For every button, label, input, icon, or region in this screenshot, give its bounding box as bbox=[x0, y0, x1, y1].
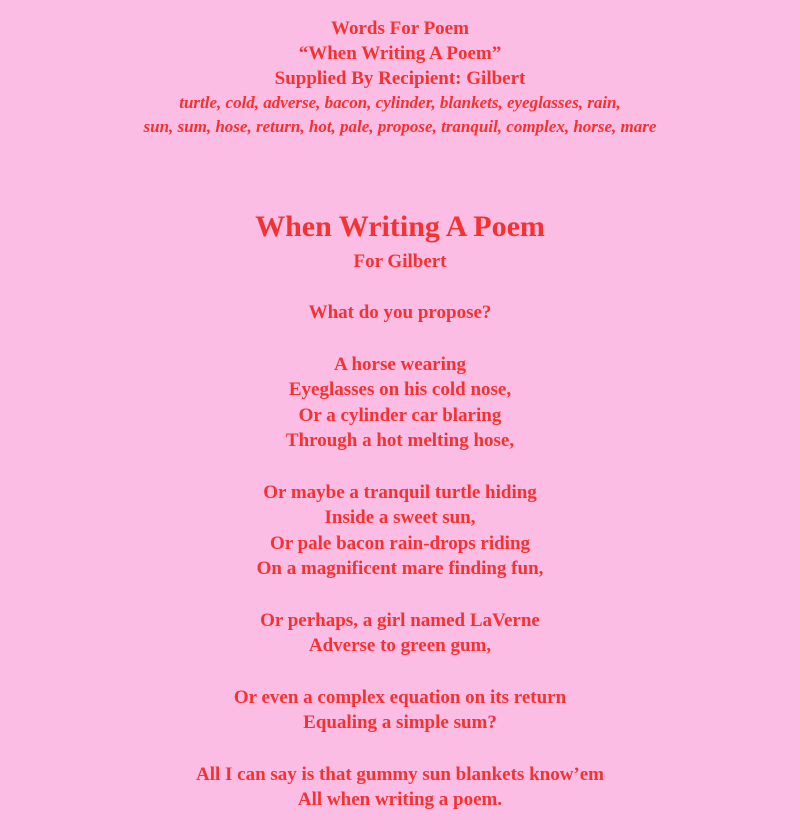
poem-line: Or perhaps, a girl named LaVerne bbox=[260, 609, 540, 631]
poem-line: Equaling a simple sum? bbox=[303, 712, 497, 733]
poem-stanza bbox=[0, 480, 800, 582]
poem-line: Eyeglasses on his cold nose, bbox=[288, 379, 512, 400]
header-subtitle: “When Writing A Poem” bbox=[298, 43, 502, 64]
poem-stanza bbox=[0, 300, 800, 326]
poem-line: On a magnificent mare finding fun, bbox=[256, 558, 544, 579]
poem-dedication: For Gilbert bbox=[353, 251, 447, 272]
words-header bbox=[0, 16, 800, 139]
word-list-line: turtle, cold, adverse, bacon, cylinder, blankets, eyeglasses, rain, bbox=[179, 93, 621, 112]
poem-line: Or pale bacon rain-drops riding bbox=[269, 532, 531, 554]
poem-line: Or even a complex equation on its return bbox=[233, 686, 567, 708]
poem-line: Or maybe a tranquil turtle hiding bbox=[263, 481, 537, 503]
poem-line: Or a cylinder car blaring bbox=[298, 404, 502, 426]
poem-line: Adverse to green gum, bbox=[308, 635, 492, 656]
poem-body bbox=[0, 300, 800, 813]
poem-stanza bbox=[0, 608, 800, 659]
header-title: Words For Poem bbox=[331, 18, 469, 39]
poem-line: Inside a sweet sun, bbox=[324, 507, 476, 528]
header-supplied-by: Supplied By Recipient: Gilbert bbox=[274, 68, 526, 89]
poem-stanza bbox=[0, 762, 800, 813]
poem-line: What do you propose? bbox=[308, 302, 492, 323]
poem-stanza bbox=[0, 352, 800, 454]
poem-title: When Writing A Poem bbox=[255, 210, 545, 243]
word-list-line: sun, sum, hose, return, hot, pale, propose, tranquil, complex, horse, mare bbox=[143, 117, 657, 136]
poem-line: A horse wearing bbox=[334, 353, 466, 375]
poem-stanza bbox=[0, 685, 800, 736]
poem-line: All when writing a poem. bbox=[297, 789, 503, 810]
poem-line: All I can say is that gummy sun blankets know’em bbox=[195, 763, 605, 785]
poem-line: Through a hot melting hose, bbox=[285, 430, 515, 451]
